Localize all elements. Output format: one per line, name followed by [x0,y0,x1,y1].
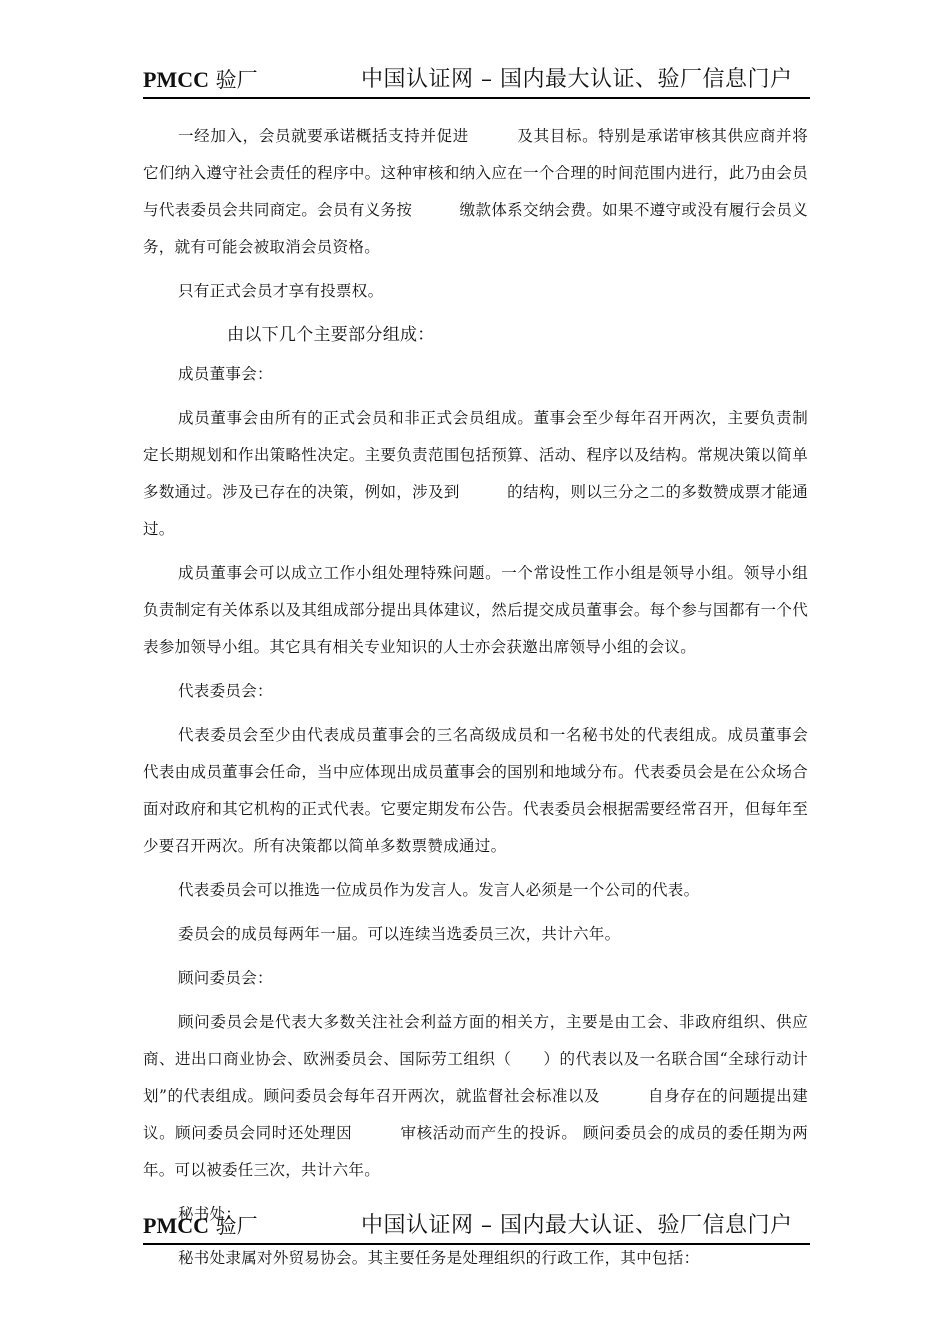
header-brand-suffix: 验厂 [215,68,258,92]
page-header [143,60,810,100]
heading-representative-committee: 代表委员会： [178,682,273,700]
header-rule [143,97,810,99]
header-tagline: 中国认证网 – 国内最大认证、验厂信息门户 [361,67,793,92]
document-body [143,118,808,1284]
paragraph-membership-obligations: 一经加入，会员就要承诺概括支持并促进 及其目标。特别是承诺审核其供应商并将它们纳入遵守社会责任的程序中。这种审核和纳入应在一个合理的时间范围内进行，此乃由会员与代表委员会共同商定。会员有义务按 缴款体系交纳会费。如果不遵守或没有履行会员义务，就有可能会被取消会员资格。 [143,127,808,256]
footer-brand [143,1210,258,1240]
footer-brand-bold: PMCC [143,1213,209,1238]
header-brand-bold: PMCC [143,67,209,92]
footer-tagline: 中国认证网 – 国内最大认证、验厂信息门户 [361,1213,793,1238]
footer-brand-suffix: 验厂 [215,1214,258,1238]
paragraph-members-board: 成员董事会由所有的正式会员和非正式会员组成。董事会至少每年召开两次，主要负责制定长期规划和作出策略性决定。主要负责范围包括预算、活动、程序以及结构。常规决策以简单多数通过。涉及已存在的决策，例如，涉及到 的结构，则以三分之二的多数赞成票才能通过。 [143,409,808,538]
footer-rule [143,1243,810,1245]
paragraph-working-groups: 成员董事会可以成立工作小组处理特殊问题。一个常设性工作小组是领导小组。领导小组负责制定有关体系以及其组成部分提出具体建议，然后提交成员董事会。每个参与国都有一个代表参加领导小组。其它具有相关专业知识的人士亦会获邀出席领导小组的会议。 [143,564,808,656]
paragraph-committee-term: 委员会的成员每两年一届。可以连续当选委员三次，共计六年。 [178,925,621,943]
paragraph-advisory-committee: 顾问委员会是代表大多数关注社会利益方面的相关方，主要是由工会、非政府组织、供应商、进出口商业协会、欧洲委员会、国际劳工组织（ ）的代表以及一名联合国“全球行动计划”的代表组成。顾问委员会每年召开两次，就监督社会标准以及 自身存在的问题提出建议。顾问委员会同时还处理因 审核活动而产生的投诉。 顾问委员会的成员的委任期为两年。可以被委任三次，共计六年。 [143,1013,808,1179]
paragraph-secretariat: 秘书处隶属对外贸易协会。其主要任务是处理组织的行政工作，其中包括： [178,1249,700,1267]
paragraph-representative-committee: 代表委员会至少由代表成员董事会的三名高级成员和一名秘书处的代表组成。成员董事会代表由成员董事会任命，当中应体现出成员董事会的国别和地域分布。代表委员会是在公众场合面对政府和其它机构的正式代表。它要定期发布公告。代表委员会根据需要经常召开，但每年至少要召开两次。所有决策都以简单多数票赞成通过。 [143,726,808,855]
paragraph-structure-intro: 由以下几个主要部分组成： [227,325,435,345]
page-footer [143,1206,810,1246]
heading-advisory-committee: 顾问委员会： [178,969,273,987]
paragraph-spokesperson: 代表委员会可以推选一位成员作为发言人。发言人必须是一个公司的代表。 [178,881,700,899]
paragraph-voting-rights: 只有正式会员才享有投票权。 [178,282,384,300]
header-brand [143,64,258,94]
heading-secretariat: 秘书处： [178,1205,242,1223]
heading-members-board: 成员董事会： [178,365,273,383]
